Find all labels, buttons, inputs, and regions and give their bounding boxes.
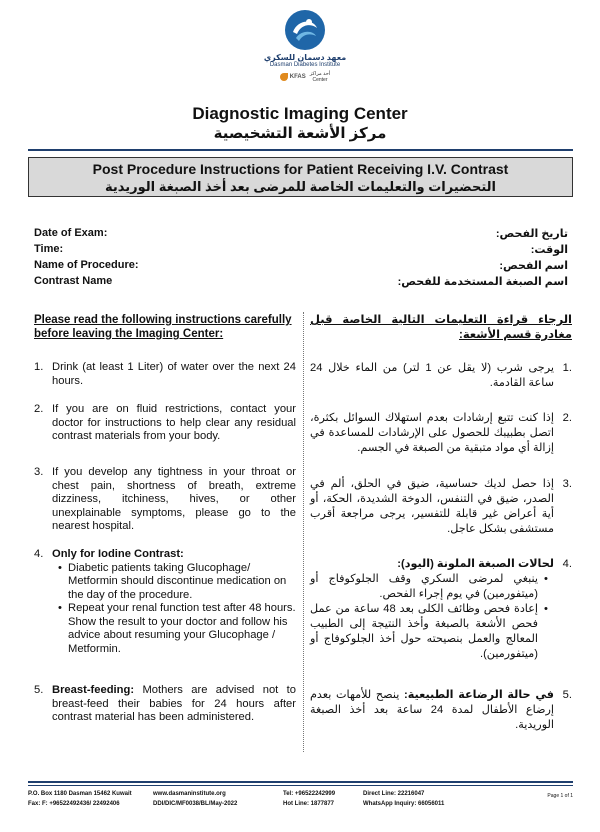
footer-divider-thin: [28, 785, 573, 786]
instruction-4-bullet-2-arabic: • إعادة فحص وظائف الكلى بعد 48 ساعة من عمل فحص الأشعة بالصبغة وأخذ النتيجة إلى الطبيب المعالج والعمل بنصيحته حول أخذ الجلوكوفاج أو (ميتفورمين).: [310, 603, 548, 660]
date-of-exam-label: Date of Exam:: [34, 227, 108, 239]
institute-logo: [250, 8, 360, 108]
date-of-exam-label-arabic: تاريخ الفحص:: [495, 228, 568, 240]
footer-fax: Fax: F: +96522492436/ 22492406: [28, 801, 120, 807]
instruction-item-1: 1. Drink (at least 1 Liter) of water over the next 24 hours.: [34, 361, 296, 387]
contrast-name-label: Contrast Name: [34, 275, 113, 287]
footer-page-number: Page 1 of 1: [547, 793, 573, 799]
header-divider: [28, 149, 573, 151]
document-title-arabic: التحضيرات والتعليمات الخاصة للمرضى بعد أخذ الصبغة الوريدية: [105, 179, 496, 194]
instruction-item-5: 5. Breast-feeding: Mothers are advised not to breast-feed their babies for 24 hours after contrast material has been administered.: [34, 684, 296, 723]
instructions-heading-english: Please read the following instructions carefully before leaving the Imaging Center:: [34, 314, 292, 340]
logo-swirl-icon: [283, 8, 327, 52]
document-title-english: Post Procedure Instructions for Patient Receiving I.V. Contrast: [92, 161, 509, 177]
logo-name-english: Dasman Diabetes Institute: [269, 62, 341, 68]
footer-divider: [28, 781, 573, 783]
kfas-icon: [280, 73, 288, 81]
instruction-item-2: 2. If you are on fluid restrictions, contact your doctor for instructions to help clear any residual contrast materials from your body.: [34, 403, 296, 442]
logo-name-arabic: معهد دسمان للسكري: [263, 53, 347, 62]
footer-website: www.dasmaninstitute.org: [153, 791, 226, 797]
instruction-item-2-arabic: .2 إذا كنت تتبع إرشادات بعدم استهلاك السوائل بكثرة، اتصل بطبيبك للحصول على الإرشادات للمساعدة في إزالة أي مواد متبقية من الصبغة في الجسم.: [310, 412, 572, 454]
footer: [28, 789, 573, 809]
footer-document-id: DDI/DIC/MF0038/BL/May-2022: [153, 801, 238, 807]
instruction-item-3-arabic: .3 إذا حصل لديك حساسية، ضيق في الحلق، ألم في الصدر، ضيق في التنفس، الدوخة الشديدة، الحكة، أو أية أعراض غير قابلة للتفسير، يرجى مراجعة أقرب مستشفى بشكل عاجل.: [310, 478, 572, 535]
instruction-item-3: 3. If you develop any tightness in your throat or chest pain, shortness of breath, extreme dizziness, itchiness, hives, or other unexplainable symptoms, please go to the nearest hospital.: [34, 466, 296, 532]
footer-telephone: Tel: +96522242999: [283, 791, 336, 797]
center-title-arabic: مركز الأشعة التشخيصية: [213, 125, 387, 142]
instruction-4-bullet-1-arabic: • ينبغي لمرضى السكري وقف الجلوكوفاج أو (ميتفورمين) في يوم إجراء الفحص.: [310, 573, 548, 600]
footer-hotline: Hot Line: 1877877: [283, 801, 335, 807]
center-title-english: Diagnostic Imaging Center: [192, 104, 408, 123]
time-label: Time:: [34, 243, 64, 255]
procedure-name-label: Name of Procedure:: [34, 259, 139, 271]
column-divider: [303, 312, 304, 752]
instruction-item-1-arabic: .1 يرجى شرب (لا يقل عن 1 لتر) من الماء خلال 24 ساعة القادمة.: [310, 362, 572, 389]
instructions-heading-arabic: الرجاء قراءة التعليمات التالية الخاصة قبل مغادرة قسم الأشعة:: [310, 314, 572, 341]
footer-direct-line: Direct Line: 22216047: [363, 791, 425, 797]
instruction-item-5-arabic: .5 في حالة الرضاعة الطبيعية: ينصح للأمهات بعدم إرضاع الأطفال لمدة 24 ساعة بعد أخذ الصبغة الوريدية.: [310, 689, 572, 731]
footer-whatsapp: WhatsApp Inquiry: 66056011: [363, 801, 445, 807]
kfas-logo: KFAS أحد مراكز Center: [250, 71, 360, 83]
procedure-name-label-arabic: اسم الفحص:: [499, 260, 568, 272]
document-title-box: [28, 157, 573, 197]
footer-pobox: P.O. Box 1180 Dasman 15462 Kuwait: [28, 791, 132, 797]
instruction-4-bullet-2: • Repeat your renal function test after 48 hours. Show the result to your doctor and follow his advice about resuming your Glucophage / Metformin.: [58, 602, 296, 655]
time-label-arabic: الوقت:: [530, 244, 568, 256]
contrast-name-label-arabic: اسم الصبغة المستخدمة للفحص:: [397, 276, 568, 288]
instruction-4-bullet-1: • Diabetic patients taking Glucophage/ Metformin should discontinue medication on the day of the procedure.: [58, 561, 287, 601]
instruction-item-4: 4. Only for Iodine Contrast: • Diabetic patients taking Glucophage/ Metformin should discontinue medication on the day of the procedure. • Repeat your renal function test after 48 hours. Show the result to your doctor and follow his advice about resuming your Glucophage / Metformin.: [34, 548, 296, 655]
instruction-item-4-arabic: .4 لحالات الصبغة الملونة (اليود): • ينبغي لمرضى السكري وقف الجلوكوفاج أو (ميتفورمين) في يوم إجراء الفحص. • إعادة فحص وظائف الكلى بعد 48 ساعة من عمل فحص الأشعة بالصبغة وأخذ النتيجة إلى الطبيب المعالج والعمل بنصيحته حول أخذ الجلوكوفاج أو (ميتفورمين).: [310, 558, 572, 660]
